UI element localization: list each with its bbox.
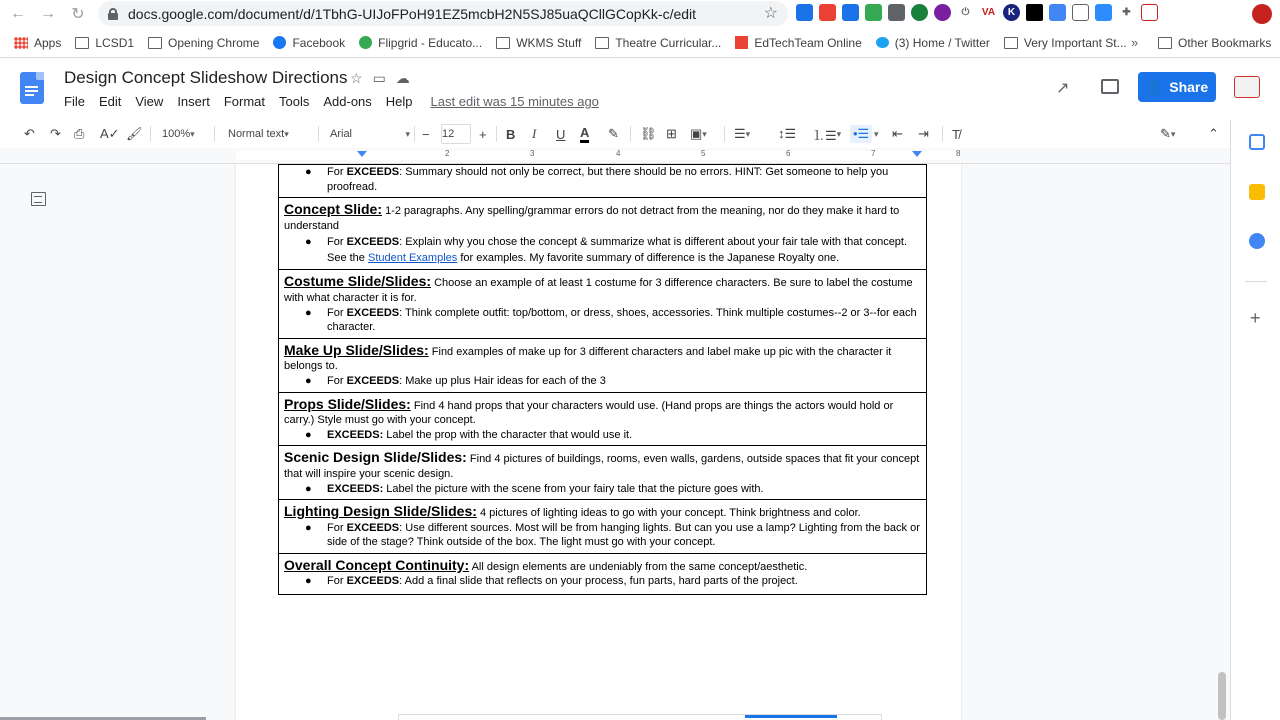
bold-button[interactable]: B	[506, 126, 516, 142]
bullet-text: EXCEEDS: Label the picture with the scene from your fairy tale that the picture goes with.	[327, 482, 764, 495]
list-item	[305, 521, 921, 550]
bullet-text: For EXCEEDS: Use different sources. Most will be from hanging lights. But can you use a lamp? Lighting from the back or side of the stage? Think outside of the box. The light must go with your concept.	[327, 521, 920, 549]
italic-button[interactable]: I	[532, 126, 537, 141]
row-heading: Make Up Slide/Slides:	[284, 341, 429, 358]
row-heading: Lighting Design Slide/Slides:	[284, 503, 477, 520]
extension-icon[interactable]	[865, 4, 882, 21]
student-examples-link[interactable]: Student Examples	[367, 251, 458, 264]
ruler-tick: 7	[871, 149, 876, 158]
row-paragraph	[284, 343, 921, 374]
bookmark-label: Apps	[34, 35, 62, 50]
bookmark-label: LCSD1	[95, 35, 135, 50]
table-row	[279, 165, 927, 198]
lock-person-icon: 👤	[1145, 78, 1164, 95]
extension-icon[interactable]	[1141, 4, 1158, 21]
row-intro: 4 pictures of lighting ideas to go with your concept. Think brightness and color.	[476, 507, 861, 520]
bookmark-opening-chrome[interactable]	[148, 36, 259, 50]
clear-formatting-icon[interactable]: T̸	[952, 126, 960, 142]
bullet: ●	[305, 306, 312, 319]
calendar-icon[interactable]	[1249, 134, 1265, 150]
menu-view[interactable]: View	[135, 94, 164, 109]
text-color-button[interactable]: A	[580, 125, 589, 143]
menu-addons[interactable]: Add-ons	[323, 94, 372, 109]
bullet-text: For EXCEEDS: Add a final slide that reflects on your process, fun parts, hard parts of the project.	[327, 575, 798, 588]
folder-icon	[75, 37, 89, 49]
increase-font-size-button[interactable]: +	[479, 126, 487, 142]
bullet: ●	[305, 428, 312, 441]
folder-icon	[148, 37, 162, 49]
row-paragraph	[284, 558, 921, 575]
extension-icon[interactable]	[1026, 4, 1043, 21]
list-item	[305, 165, 921, 194]
puzzle-icon[interactable]: ✚	[1118, 4, 1135, 21]
keep-icon[interactable]	[1249, 184, 1265, 200]
back-arrow-icon[interactable]: ←	[10, 5, 26, 22]
bullet: ●	[305, 374, 312, 387]
extension-icon[interactable]	[888, 4, 905, 21]
paint-format-icon[interactable]: 🖌	[126, 126, 143, 141]
forward-arrow-icon[interactable]: →	[40, 5, 56, 22]
add-comment-icon[interactable]: ⊞	[666, 126, 677, 141]
left-indent-marker[interactable]	[357, 151, 367, 157]
print-icon[interactable]: ⎙	[74, 126, 85, 141]
table-row	[279, 392, 927, 446]
decrease-font-size-button[interactable]: −	[422, 126, 430, 142]
address-bar[interactable]	[98, 1, 788, 26]
row-heading: Props Slide/Slides:	[284, 395, 411, 412]
redo-icon[interactable]: ↷	[50, 126, 61, 141]
docs-header	[0, 58, 1280, 120]
bullet: ●	[305, 482, 312, 495]
bookmark-star-icon[interactable]: ☆	[763, 5, 778, 22]
lock-icon	[108, 8, 118, 20]
add-on-plus-icon[interactable]: +	[1250, 308, 1261, 328]
vertical-scrollbar[interactable]	[1218, 672, 1226, 720]
list-item	[305, 482, 921, 497]
folder-icon	[496, 37, 510, 49]
menu-tools[interactable]: Tools	[279, 94, 310, 109]
bottom-popup	[398, 714, 882, 720]
cloud-status-icon[interactable]: ☁	[395, 70, 410, 86]
folder-icon	[1158, 37, 1172, 49]
ruler-tick: 4	[616, 149, 621, 158]
undo-icon[interactable]: ↶	[24, 126, 35, 141]
bookmark-apps[interactable]	[14, 36, 61, 50]
row-intro: Choose an example of at least 1 costume for 3 difference characters. Be sure to label the costume with what character it is for.	[284, 277, 913, 304]
bookmark-theatre[interactable]	[595, 36, 721, 50]
bookmark-label: WKMS Stuff	[516, 35, 582, 50]
translate-icon[interactable]	[1049, 4, 1066, 21]
font-select[interactable]: Arial ▾	[330, 128, 410, 140]
title-actions	[350, 70, 410, 87]
right-indent-marker[interactable]	[912, 151, 922, 157]
row-paragraph	[284, 450, 921, 481]
extension-icon[interactable]	[842, 4, 859, 21]
bookmark-label: Facebook	[292, 35, 346, 50]
bookmark-label: Very Important St...	[1023, 35, 1127, 50]
bullet-text: For EXCEEDS: Summary should not only be correct, but there should be no errors. HINT: Get someone to help you proofread.	[327, 166, 889, 193]
ruler-tick: 3	[530, 149, 535, 158]
profile-avatar[interactable]	[1252, 4, 1272, 24]
row-intro: Find 4 pictures of buildings, rooms, even walls, gardens, outside spaces that fit your concept that will inspire your scenic design.	[284, 453, 920, 480]
document-page[interactable]	[236, 164, 961, 720]
facebook-icon	[273, 36, 286, 49]
bookmark-wkms-stuff[interactable]	[496, 36, 581, 50]
line-spacing-icon[interactable]: ↕☰	[778, 126, 797, 141]
row-intro: Find examples of make up for 3 different characters and label make up pic with the character it belongs to.	[284, 345, 892, 373]
decrease-indent-icon[interactable]: ⇤	[892, 126, 903, 141]
document-title[interactable]: Design Concept Slideshow Directions	[64, 68, 348, 87]
row-heading: Scenic Design Slide/Slides:	[284, 449, 467, 466]
list-item	[305, 374, 921, 389]
row-heading: Concept Slide:	[284, 201, 383, 218]
share-label: Share	[1169, 79, 1209, 95]
bookmark-label: Theatre Curricular...	[615, 35, 722, 50]
directions-table	[278, 164, 927, 595]
extension-icon[interactable]	[934, 4, 951, 21]
ruler-tick: 2	[445, 149, 450, 158]
collapse-menus-icon[interactable]: ⌃	[1208, 126, 1219, 141]
apps-grid-icon	[14, 37, 28, 49]
flipgrid-icon	[359, 36, 372, 49]
menu-format[interactable]: Format	[223, 94, 265, 109]
bookmark-label: (3) Home / Twitter	[894, 35, 990, 50]
bulleted-list-icon[interactable]: •☰	[850, 125, 872, 143]
bullet: ●	[305, 236, 312, 249]
bullet: ●	[305, 166, 312, 178]
bullet-list-dropdown[interactable]: ▾	[874, 128, 879, 139]
list-item	[305, 574, 921, 589]
menu-insert[interactable]: Insert	[177, 94, 210, 109]
bullet-text: For EXCEEDS: Make up plus Hair ideas for each of the 3	[327, 374, 606, 387]
bullet: ●	[305, 521, 312, 534]
bullet: ●	[305, 575, 312, 588]
align-icon[interactable]: ☰ ▾	[734, 125, 750, 143]
highlight-color-icon[interactable]: ✎	[608, 126, 619, 141]
list-item	[305, 428, 921, 443]
table-row	[279, 446, 927, 500]
bookmark-twitter[interactable]	[876, 36, 990, 50]
extensions	[796, 4, 1158, 21]
extension-icon[interactable]	[819, 4, 836, 21]
row-intro: All design elements are undeniably from the same concept/aesthetic.	[469, 560, 808, 573]
insert-image-icon[interactable]: ▣ ▾	[690, 125, 707, 143]
extension-icon[interactable]: VA	[980, 4, 997, 21]
menu-help[interactable]: Help	[385, 94, 413, 109]
zoom-select[interactable]: 100% ▾	[162, 125, 195, 143]
bullet-text: For EXCEEDS: Explain why you chose the concept & summarize what is different about your fair tale with that concept. See the Student Examples for examples. My favorite summary of difference is the Japanese Royalty one.	[327, 236, 908, 264]
bookmarks-bar	[0, 28, 1280, 58]
reload-icon[interactable]: ↻	[71, 6, 85, 23]
table-row	[279, 338, 927, 392]
ruler-track	[236, 151, 960, 160]
bookmark-facebook[interactable]	[273, 36, 345, 50]
style-select[interactable]: Normal text ▾	[228, 125, 289, 143]
bookmark-label: Opening Chrome	[168, 35, 260, 50]
underline-button[interactable]: U	[556, 126, 566, 142]
numbered-list-icon[interactable]: ⒈☰ ▾	[812, 125, 841, 143]
extension-icon[interactable]	[911, 4, 928, 21]
extension-icon[interactable]: ⏻	[957, 4, 974, 21]
increase-indent-icon[interactable]: ⇥	[918, 126, 929, 141]
zoom-icon[interactable]	[1095, 4, 1112, 21]
table-row	[279, 270, 927, 338]
document-canvas	[0, 164, 1230, 720]
font-name: Arial	[330, 128, 353, 140]
row-heading: Overall Concept Continuity:	[284, 556, 470, 573]
document-outline-icon[interactable]	[31, 192, 46, 206]
row-intro: 1-2 paragraphs. Any spelling/grammar errors do not detract from the meaning, nor do they make it hard to understand	[284, 205, 900, 232]
font-size-input[interactable]: 12	[441, 124, 471, 144]
bullet-text: EXCEEDS: Label the prop with the character that would use it.	[327, 428, 633, 441]
browser-toolbar	[0, 0, 1280, 28]
bookmark-edtechteam[interactable]	[735, 36, 861, 50]
row-intro: Find 4 hand props that your characters would use. (Hand props are things the actors would hold or carry.) Style must go with your concept.	[284, 399, 894, 427]
tasks-icon[interactable]	[1249, 233, 1265, 249]
extension-icon[interactable]: K	[1003, 4, 1020, 21]
row-paragraph	[284, 274, 921, 305]
row-paragraph	[284, 504, 921, 521]
ruler-tick: 5	[701, 149, 706, 158]
list-item	[305, 235, 921, 266]
other-bookmarks[interactable]	[1158, 28, 1271, 58]
bookmark-label: Other Bookmarks	[1178, 36, 1272, 50]
twitter-icon	[876, 37, 889, 48]
bookmark-label: EdTechTeam Online	[754, 35, 862, 50]
row-paragraph	[284, 397, 921, 428]
editing-mode-icon[interactable]: ✎ ▾	[1160, 125, 1175, 143]
last-edit-link[interactable]: Last edit was 15 minutes ago	[430, 94, 599, 109]
star-icon[interactable]: ☆	[350, 70, 363, 86]
table-row	[279, 198, 927, 270]
ruler	[0, 148, 1230, 164]
share-button[interactable]	[1138, 72, 1216, 102]
extension-icon[interactable]	[796, 4, 813, 21]
table-row	[279, 553, 927, 594]
menu-edit[interactable]: Edit	[98, 94, 122, 109]
account-avatar[interactable]	[1234, 76, 1260, 98]
table-row	[279, 500, 927, 554]
comment-history-icon[interactable]	[1101, 79, 1119, 94]
docs-logo-icon[interactable]	[20, 72, 44, 104]
row-paragraph	[284, 202, 921, 233]
move-folder-icon[interactable]: ▭	[372, 70, 386, 86]
edtechteam-icon	[735, 36, 748, 49]
bookmarks-more-chevron[interactable]: »	[1131, 35, 1139, 50]
list-item	[305, 306, 921, 335]
bookmark-label: Flipgrid - Educato...	[378, 35, 483, 50]
formatting-toolbar	[0, 120, 1230, 148]
bookmark-flipgrid[interactable]	[359, 36, 482, 50]
spellcheck-icon[interactable]: A✓	[100, 126, 120, 141]
side-panel	[1230, 120, 1280, 720]
menu-file[interactable]: File	[64, 94, 85, 109]
ruler-tick: 6	[786, 149, 791, 158]
folder-icon	[595, 37, 609, 49]
menu-bar	[64, 94, 613, 109]
row-heading: Costume Slide/Slides:	[284, 273, 432, 290]
folder-icon	[1004, 37, 1018, 49]
insert-link-icon[interactable]: ⛓	[640, 126, 657, 141]
extension-icon[interactable]	[1072, 4, 1089, 21]
url-text: docs.google.com/document/d/1TbhG-UIJoFPoH91EZ5mcbH2N5SJ85uaQCllGCopKk-c/edit	[128, 5, 697, 22]
ruler-tick: 8	[956, 149, 961, 158]
bookmark-lcsd1[interactable]	[75, 36, 134, 50]
bookmark-very-important[interactable]	[1004, 36, 1127, 50]
activity-dashboard-icon[interactable]: ↗	[1056, 80, 1070, 97]
bullet-text: For EXCEEDS: Think complete outfit: top/bottom, or dress, shoes, accessories. Think multiple costumes--2 or 3--for each character.	[327, 306, 917, 334]
